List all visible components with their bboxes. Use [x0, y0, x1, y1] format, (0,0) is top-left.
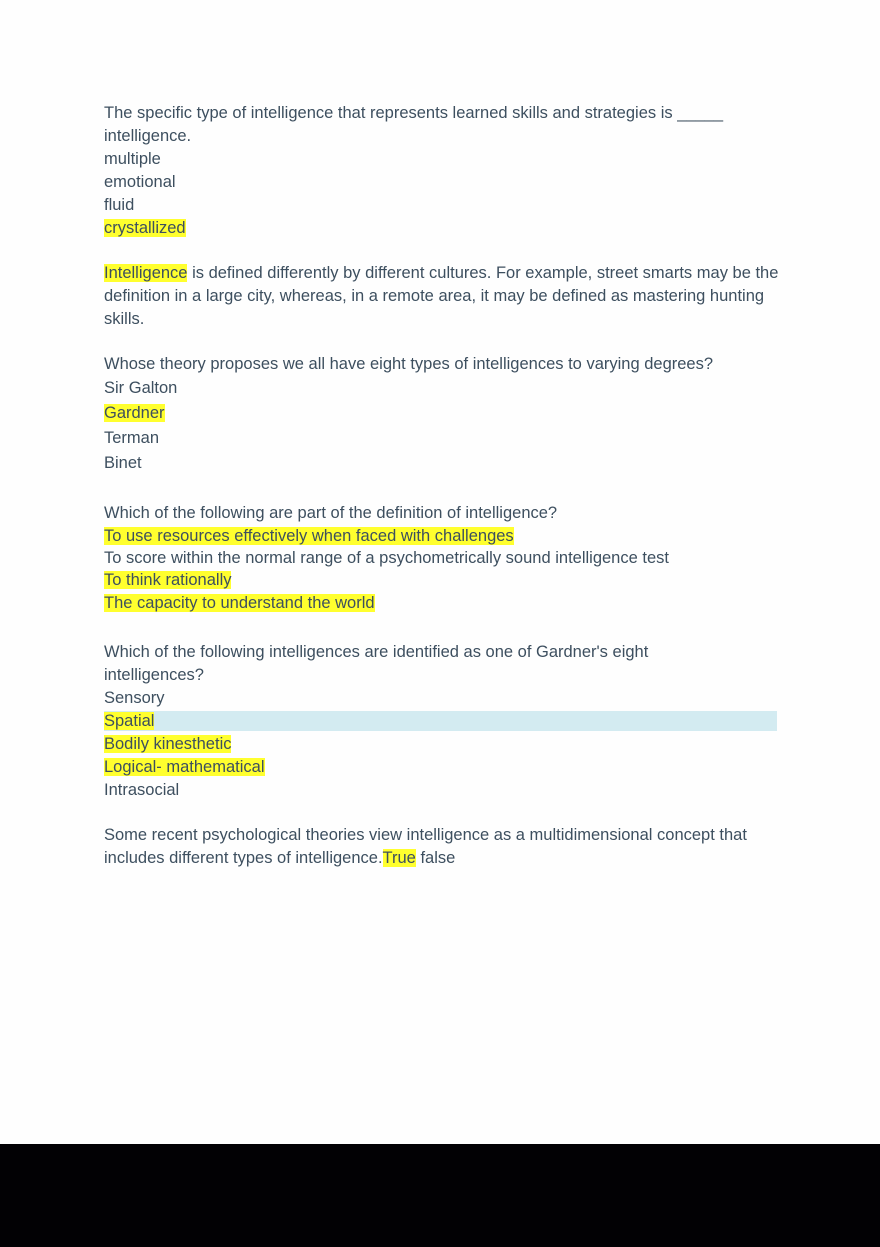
highlighted-answer: Intelligence	[104, 264, 188, 282]
option: Sensory	[104, 689, 165, 707]
quiz-content	[104, 102, 780, 892]
statement: Intelligence is defined differently by different cultures. For example, street smarts may be the definition in a large city, whereas, in a remote area, it may be defined as mastering hunting skills.	[104, 264, 779, 328]
option-answer	[104, 525, 780, 547]
highlighted-answer-true: True	[382, 849, 416, 867]
highlighted-answer: Bodily kinesthetic	[104, 735, 232, 753]
highlighted-answer: To think rationally	[104, 571, 232, 589]
highlighted-answer: To use resources effectively when faced with challenges	[104, 527, 514, 545]
question-4	[104, 502, 780, 615]
question-prompt: Which of the following intelligences are identified as one of Gardner's eight intelligences?	[104, 643, 649, 684]
option: Binet	[104, 454, 142, 472]
highlighted-answer: Logical- mathematical	[104, 758, 265, 776]
option: fluid	[104, 196, 135, 214]
highlighted-answer: Gardner	[104, 404, 165, 422]
question-2	[104, 262, 780, 331]
highlighted-answer: crystallized	[104, 219, 186, 237]
option: Sir Galton	[104, 379, 178, 397]
row-selection-band	[104, 711, 777, 731]
question-5	[104, 641, 780, 802]
option-answer	[104, 756, 780, 779]
option: Intrasocial	[104, 781, 180, 799]
option-answer	[104, 217, 780, 240]
option: emotional	[104, 173, 176, 191]
option-answer	[104, 592, 780, 615]
option-answer-selected-row[interactable]	[104, 710, 780, 733]
question-prompt: The specific type of intelligence that represents learned skills and strategies is _____ intelligence.	[104, 104, 724, 145]
option: Terman	[104, 429, 160, 447]
question-1	[104, 102, 780, 240]
question-3	[104, 353, 780, 476]
highlighted-answer: Spatial	[104, 712, 155, 730]
question-prompt: Whose theory proposes we all have eight types of intelligences to varying degrees?	[104, 355, 714, 373]
highlighted-answer: The capacity to understand the world	[104, 594, 375, 612]
black-backdrop	[0, 1144, 880, 1247]
option: multiple	[104, 150, 161, 168]
option: To score within the normal range of a psychometrically sound intelligence test	[104, 549, 669, 567]
option-answer	[104, 733, 780, 756]
question-6	[104, 824, 780, 870]
true-false-statement: Some recent psychological theories view intelligence as a multidimensional concept that includes different types of intelligence.True false	[104, 826, 747, 867]
question-prompt: Which of the following are part of the definition of intelligence?	[104, 504, 558, 522]
option-answer	[104, 401, 780, 426]
false-option: false	[415, 849, 456, 867]
option-answer	[104, 569, 780, 592]
